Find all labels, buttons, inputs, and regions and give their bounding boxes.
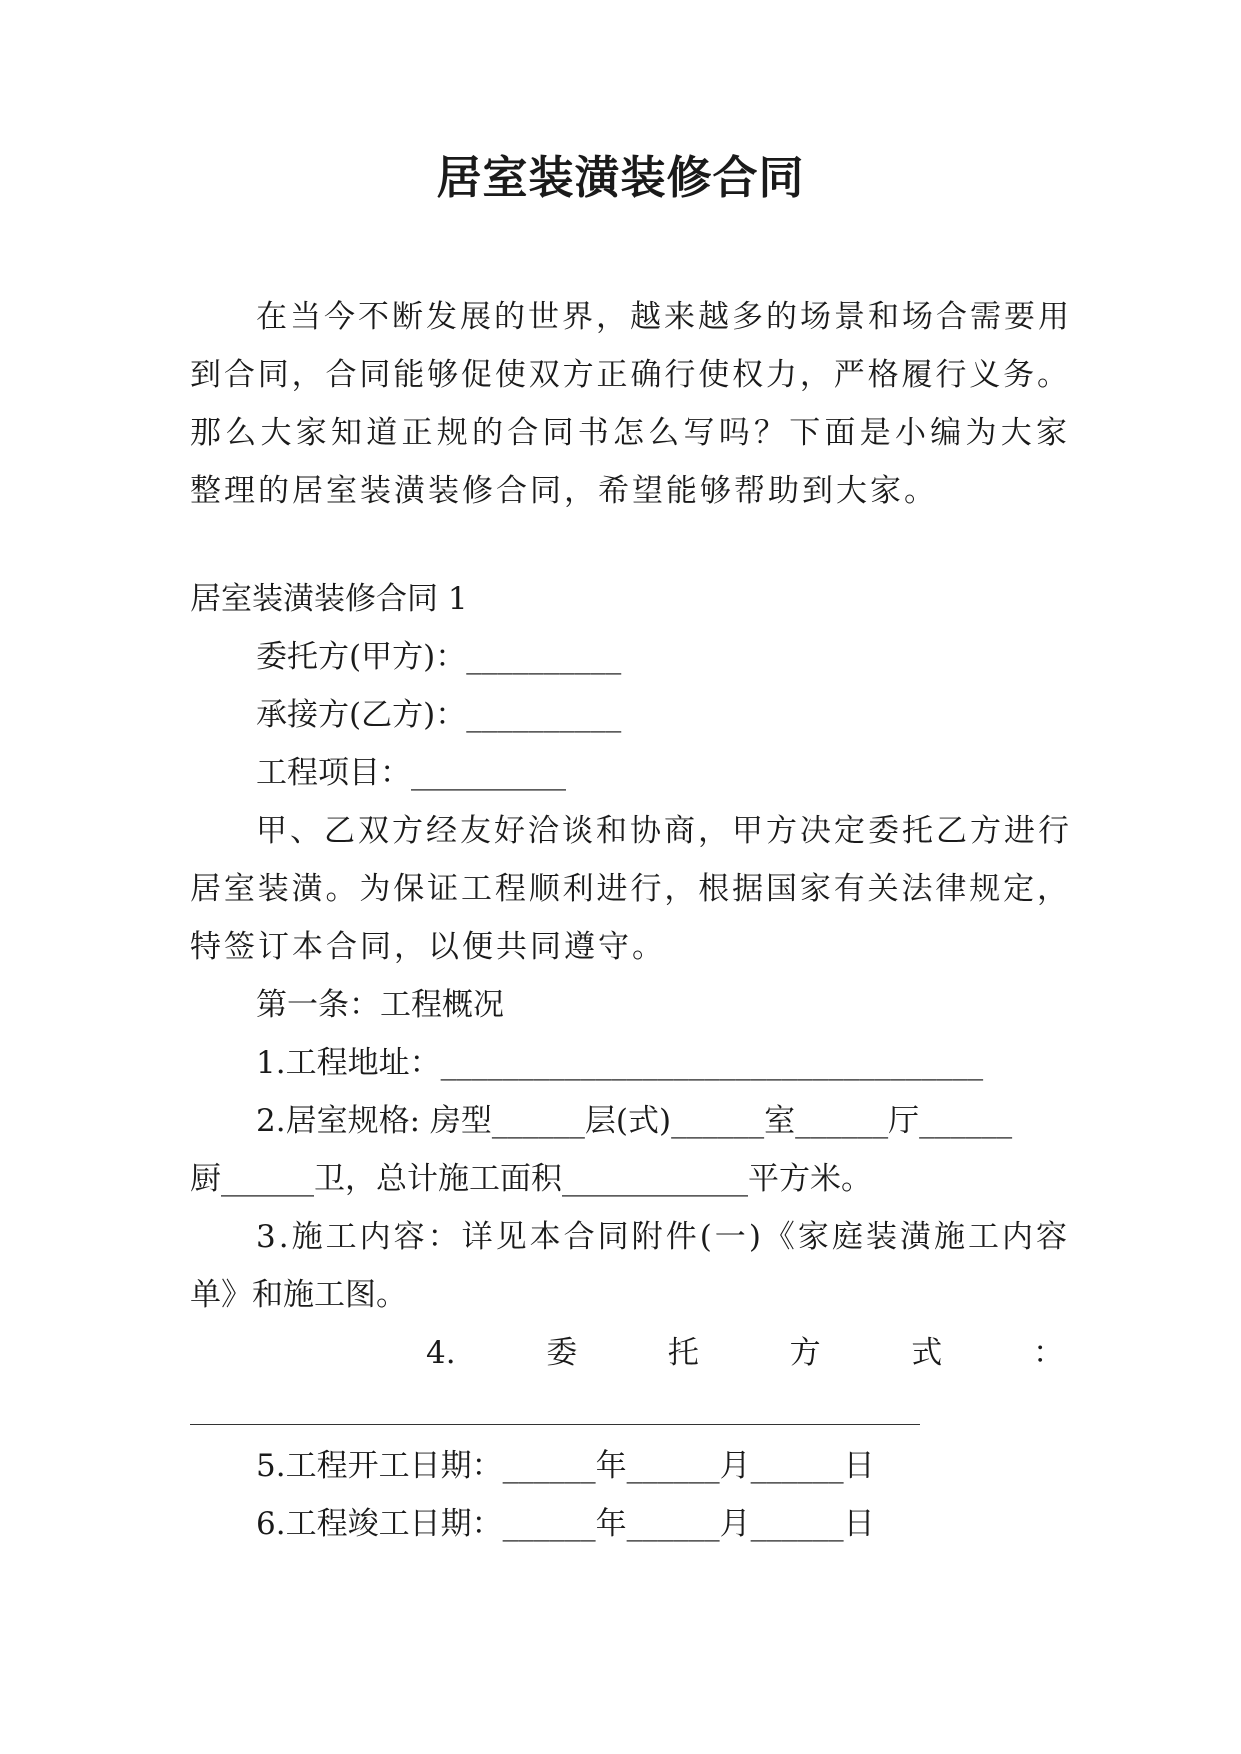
item-address: 1.工程地址：___________________________________: [256, 1045, 984, 1081]
item-scope-cont: 单》和施工图。: [190, 1277, 407, 1313]
intro-line: 整理的居室装潢装修合同，希望能够帮助到大家。: [190, 473, 938, 509]
item-commission-method: [190, 1324, 1070, 1382]
commission-char: 方: [789, 1335, 821, 1371]
party-a-line: 委托方(甲方)：__________: [256, 639, 622, 675]
commission-char: ：: [1032, 1335, 1064, 1371]
intro-line: 那么大家知道正规的合同书怎么写吗？下面是小编为大家: [190, 415, 1070, 451]
item-scope: 3.施工内容：详见本合同附件(一)《家庭装潢施工内容: [256, 1219, 1070, 1255]
item-room-spec-cont: 厨______卫，总计施工面积____________平方米。: [190, 1161, 872, 1197]
commission-char: 托: [667, 1335, 699, 1371]
intro-line: 在当今不断发展的世界，越来越多的场景和场合需要用: [256, 299, 1072, 335]
commission-blank-line: [190, 1386, 920, 1425]
project-line: 工程项目：__________: [256, 755, 566, 791]
document-title: 居室装潢装修合同: [436, 151, 805, 204]
intro-line: 到合同，合同能够促使双方正确行使权力，严格履行义务。: [190, 357, 1070, 393]
commission-char: 委: [546, 1335, 578, 1371]
preamble-line: 居室装潢。为保证工程顺利进行，根据国家有关法律规定，: [190, 871, 1070, 907]
document-body: [190, 288, 1070, 1553]
item-end-date: 6.工程竣工日期：______年______月______日: [256, 1506, 875, 1542]
party-b-line: 承接方(乙方)：__________: [256, 697, 622, 733]
preamble-line: 特签订本合同，以便共同遵守。: [190, 929, 666, 965]
commission-char: 式: [911, 1335, 943, 1371]
article-heading: 第一条：工程概况: [256, 987, 504, 1023]
preamble-line: 甲、乙双方经友好洽谈和协商，甲方决定委托乙方进行: [256, 813, 1072, 849]
section-heading: 居室装潢装修合同 1: [190, 581, 468, 617]
item-start-date: 5.工程开工日期：______年______月______日: [256, 1448, 875, 1484]
commission-char: 4.: [426, 1335, 456, 1371]
item-room-spec: 2.居室规格: 房型______层(式)______室______厅______: [256, 1103, 1013, 1139]
